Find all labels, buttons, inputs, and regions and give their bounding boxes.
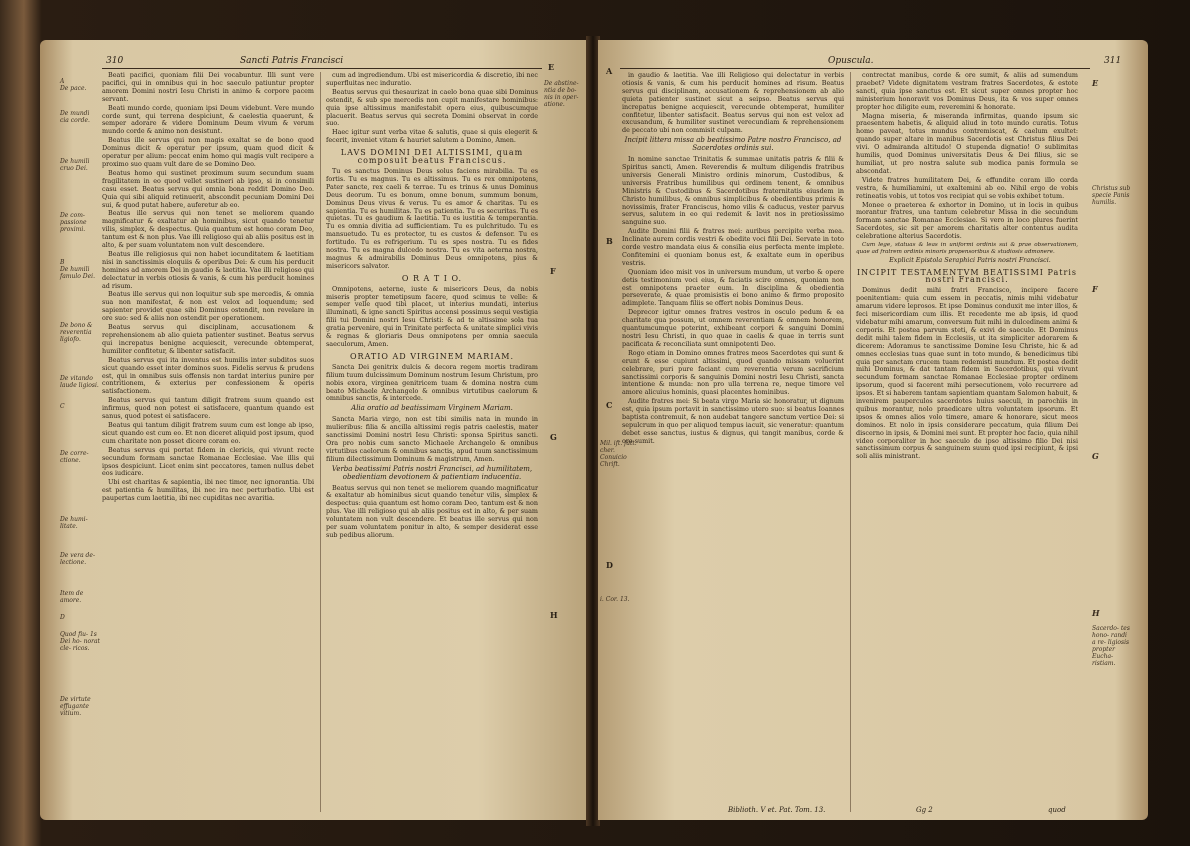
paragraph: Beatus servus qui portat fidem in clericis, qui vivunt recte secundum formam sanctae Romanae Ecclesiae. Vae illis qui ipsos despiciunt. Licet enim sint peccatores, tamen nullus debet eos iudicare. [102, 445, 314, 478]
left-page [40, 40, 588, 820]
margin-note: Quod fiu- 1s Dei ho- norat cle- ricos. [60, 631, 100, 652]
paragraph: in gaudio & laetitia. Vae illi Religioso qui delectatur in verbis otiosis & vanis, & cum his perducit homines ad risum. Beatus servus qui disciplinam, accusationem & reprehensionem ab alio quieta patienter sustinet sicut a seipso. Beatus servus qui increpatus benigne acquiescit, verecunde obtemperat, humiliter confitetur, libenter satisfacit. Beatus servus qui non est velox ad excusandum, & humiliter sustinet verecundiam & reprehensionem de peccato ubi non commisit culpam. [622, 71, 844, 135]
margin-note: C [60, 403, 65, 410]
paragraph: Beati pacifici, quoniam filii Dei vocabuntur. Illi sunt vere pacifici, qui in omnibus qui in hoc saeculo patiuntur propter amorem Domini nostri Iesu Christi in animo & corpore pacem servant. [102, 71, 314, 103]
left-column-2 [326, 72, 538, 541]
margin-note: D [60, 614, 65, 621]
margin-note: De humili cruo Dei. [60, 158, 90, 172]
margin-note: De vera de- lectione. [60, 552, 95, 566]
paragraph: Quoniam ideo misit vos in universum mundum, ut verbo & opere detis testimonium voci eius, & faciatis scire omnes, quoniam non est omnipotens praeter eum. In disciplina & obedientia perseverate, & quae promisistis ei bono animo & firmo proposito adimplete. Tanquam filiis se offert nobis Dominus Deus. [622, 267, 844, 308]
margin-note: De vitando laude ligiosi. [60, 375, 99, 389]
section-heading-verba: Verba beatissimi Patris nostri Francisci, ad humilitatem, obedientiam devotionem & patientiam inducentia. [331, 464, 533, 481]
margin-note: Sacerdo- tes hono- randi a re- ligiosis propter Eucha- ristiam. [1092, 625, 1130, 667]
paragraph: Tu es sanctus Dominus Deus solus faciens mirabilia. Tu es fortis. Tu es magnus. Tu es altissimus. Tu es rex omnipotens, Pater sancte, rex caeli & terrae. Tu es trinus & unus Dominus Deus deorum. Tu es bonum, omne bonum, summum bonum, Dominus Deus vivus & verus. Tu es amor & charitas. Tu es sapientia. Tu es humilitas. Tu es patientia. Tu es securitas. Tu es quietas. Tu es gaudium & laetitia. Tu es iustitia & temperantia. Tu es omnia divitia ad sufficientiam. Tu es pulchritudo. Tu es mansuetudo. Tu es protector, tu es custos & defensor. Tu es fortitudo. Tu es refrigerium. Tu es spes nostra. Tu es fides nostra. Tu es magna dulcedo nostra. Tu es vita aeterna nostra, magnus & admirabilis Dominus Deus omnipotens, pius & misericors salvator. [326, 166, 538, 270]
margin-note: De pace. [60, 85, 87, 92]
margin-note: B [60, 259, 65, 266]
section-letter: A [606, 66, 613, 76]
paragraph: Beatus homo qui sustinet proximum suum secundum suam fragilitatem in eo quod vellet sustineri ab ipso, si in consimili casu esset. Beatus servus qui omnia bona reddit Domino Deo. Quia qui sibi aliquid retinuerit, abscondit pecuniam Domini Dei sui, & quod putat habere, auferetur ab eo. [102, 168, 314, 209]
right-outer-margin [1092, 80, 1132, 667]
left-page-number: 310 [106, 56, 124, 66]
header-rule [620, 68, 1090, 69]
footnote: Cum lege, statuas & leas in uniformi ordinis sui & prae observationem, quae ad fratrem ordinis minoris propensoribus & studiosis admonere. [856, 242, 1078, 255]
left-column-1 [102, 72, 314, 504]
section-heading-testamentum: INCIPIT TESTAMENTVM BEATISSIMI Patris nostri Francisci. [857, 267, 1077, 285]
paragraph: Beatus ille servus qui non loquitur sub spe mercedis, & omnia sua non manifestat, & non est velox ad loquendum; sed sapienter providet quae sibi Dominus ostendit, non revelare in ore suo: sed & aliis non ostendit per operationem. [102, 290, 314, 323]
paragraph: Beatus servus qui tantum diligit fratrem suum quando est infirmus, quod non potest ei satisfacere, quantum quando est sanus, quod potest ei satisfacere. [102, 396, 314, 421]
right-page-number: 311 [1104, 56, 1122, 66]
margin-note: De virtute effugante vitium. [60, 696, 91, 717]
section-heading-oratio-virginem: ORATIO AD VIRGINEM MARIAM. [349, 351, 514, 361]
column-divider [850, 72, 851, 812]
paragraph: Ubi est charitas & sapientia, ibi nec timor, nec ignorantia. Ubi est patientia & humilitas, ibi nec ira nec perturbatio. Ubi est paupertas cum laetitia, ibi nec cupiditas nec avaritia. [102, 478, 314, 503]
explicit-line: Explicit Epistola Seraphici Patris nostri Francisci. [889, 255, 1051, 264]
right-column-2 [856, 72, 1078, 462]
left-running-head: Sancti Patris Francisci [240, 56, 344, 66]
section-letter: H [1092, 608, 1100, 618]
section-letter: E [1092, 78, 1099, 88]
footer-catchword: quod [1048, 806, 1066, 814]
paragraph: cum ad ingrediendum. Ubi est misericordia & discretio, ibi nec superfluitas nec induratio. [326, 71, 538, 87]
paragraph: Audite fratres mei: Si beata virgo Maria sic honoratur, ut dignum est, quia ipsum portavit in sanctissimo utero suo: si beatus Ioannes baptista contremuit, & non audebat tangere sanctum vertice Dei: si sepulcrum in quo per aliquod tempus iacuit, sic veneratur: quantum debet esse sanctus, iustus & dignus, qui tangit manibus, corde & ore sumit. [622, 397, 844, 445]
section-heading-alia: Alia oratio ad beatissimam Virginem Mariam. [351, 404, 513, 413]
paragraph: In nomine sanctae Trinitatis & summae unitatis patris & filii & Spiritus sancti, Amen. Reverendis & multum diligendis fratribus universis Generali Ministro ordinis minorum, Custodibus, & universis Fratribus humilibus qui ordinem tenent, & omnibus Ministris & Custodibus & Sacerdotibus fraternitatis eiusdem in Christo humilibus, & omnibus simplicibus & obedientibus primis & novissimis, frater Franciscus, homo vilis & caducus, vester parvus servus, salutem in eo qui redemit & lavit nos in pretiosissimo sanguine suo. [622, 155, 844, 227]
section-letter: D [606, 560, 613, 570]
inner-margin-note: Mil. ift. fatt. cher. Conuicio Chrift. [600, 440, 637, 468]
section-letter: G [550, 432, 557, 442]
section-letter: H [550, 610, 558, 620]
margin-note: De com- passione proximi. [60, 212, 87, 233]
paragraph: Magna miseria, & miseranda infirmitas, quando ipsum sic praesentem habetis, & aliquid aliud in toto mundo curatis. Totus homo paveat, totus mundus contremiscat, & caelum exultet: quando super altare in manibus Sacerdotis est Christus filius Dei vivi. O admiranda altitudo! O stupenda dignatio! O sublimitas humilis, quod Dominus universitatis Deus & Dei filius, sic se humiliat, ut pro nostra salute sub modica panis formula se abscondat. [856, 111, 1078, 175]
paragraph: Beatus qui tantum diligit fratrem suum cum est longe ab ipso, sicut quando est cum eo. Et non diceret aliquid post ipsum, quod cum charitate non posset dicere coram eo. [102, 420, 314, 445]
inner-margin-note: i. Cor. 13. [600, 596, 630, 603]
column-divider [320, 72, 321, 812]
paragraph: Audite Domini filii & fratres mei: auribus percipite verba mea. Inclinate aurem cordis vestri & obedite voci filii Dei. Servate in toto corde vestro mandata eius & consilia eius perfecta mente implete. Confitemini ei quoniam bonus est, & exaltate eum in operibus vestris. [622, 227, 844, 267]
paragraph: Beatus servus qui thesaurizat in caelo bona quae sibi Dominus ostendit, & sub spe mercedis non cupit manifestare hominibus: quia ipse altissimus manifestabit opera eius, quibuscumque placuerit. Beatus servus qui secreta Domini observat in corde suo. [326, 87, 538, 128]
section-heading-incipit: Incipit littera missa ab beatissimo Patre nostro Francisco, ad Sacerdotes ordinis sui. [624, 136, 842, 153]
margin-note: De humili famulo Dei. [60, 266, 95, 280]
paragraph: Beatus servus qui non tenet se meliorem quando magnificatur & exaltatur ab hominibus sicut quando tenetur vilis, simplex & despectus: quia quantum est homo coram Deo, tantum est & non plus. Vae illi religioso qui ab aliis positus est in alto, & per suam voluntatem non vult descendere. Et beatus ille servus qui non per suam voluntatem ponitur in alto, & semper desiderat esse sub pedibus aliorum. [326, 483, 538, 539]
paragraph: Deprecor igitur omnes fratres vestros in osculo pedum & ea charitate qua possum, ut omnem reverentiam & omnem honorem, quantumcumque poterint, exhibeant corpori & sanguini Domini nostri Iesu Christi, in quo quae in caelis & quae in terris sunt pacificata & reconciliata sunt omnipotenti Deo. [622, 308, 844, 348]
left-outer-margin [60, 76, 100, 717]
paragraph: Dominus dedit mihi fratri Francisco, incipere facere poenitentiam: quia cum essem in peccatis, nimis mihi videbatur amarum videre leprosos. Et ipse Dominus conduxit me inter illos, & feci misericordiam cum illis. Et recedente me ab ipsis, id quod videbatur mihi amarum, conversum fuit mihi in dulcedinem animi & corporis. Et postea parvum steti, & exivi de saeculo. Et Dominus dedit mihi talem fidem in Ecclesiis, ut ita simpliciter adorarem & dicerem: Adoramus te sanctissime Domine Iesu Christe, hic & ad omnes ecclesias tuas quae sunt in toto mundo, & benedicimus tibi quia per sanctam crucem tuam redemisti mundum. Et postea dedit mihi Dominus, & dat tantam fidem in Sacerdotibus, qui vivunt secundum formam sanctae Romanae Ecclesiae propter ordinem ipsorum, quod si facerent mihi persecutionem, volo recurrere ad ipsos. Et si haberem tantam sapientiam quantam Salomon habuit, & invenirem pauperculos sacerdotes huius saeculi, in parochiis in quibus morantur, nolo praedicare ultra voluntatem ipsorum. Et ipsos & omnes alios volo timere, amare & honorare, sicut meos dominos. Et nolo in ipsis considerare peccatum, quia filium Dei discerno in ipsis, & Domini mei sunt. Et propter hoc facio, quia nihil video corporaliter in hoc saeculo de ipso altissimo filio Dei nisi sanctissimum corpus & sanguinem suum quod ipsi recipiunt, & ipsi soli aliis ministrant. [856, 286, 1078, 461]
paragraph: Haec igitur sunt verba vitae & salutis, quae si quis elegerit & fecerit, inveniet vitam & hauriet salutem a Domino, Amen. [326, 128, 538, 145]
footer-gathering: Gg 2 [916, 806, 933, 814]
header-rule [102, 68, 542, 69]
paragraph: Monee o praeterea & exhortor in Domino, ut in locis in quibus morantur fratres, una tantum celebretur Missa in die secundum formam sanctae Romanae Ecclesiae. Si vero in loco plures fuerint Sacerdotes, sic sit per amorem charitatis alter contentus audita celebratione alterius Sacerdotis. [856, 200, 1078, 241]
paragraph: Rogo etiam in Domino omnes fratres meos Sacerdotes qui sunt & erunt & esse cupiunt altissimi, quod quando missam voluerint celebrare, puri pure faciant cum reverentia verum sacrificium sanctissimi corporis & sanguinis Domini nostri Iesu Christi, sancta intentione & munda: non pro ulla terrena re, neque timore vel amore alicuius hominis, quasi placentes hominibus. [622, 348, 844, 397]
paragraph: Sancta Dei genitrix dulcis & decora regem mortis tradiram filium tuum dulcissimum Dominum nostrum Iesum Christum, pro nobis exora, virginea genitricem tuam & domina nostra cum beato Michaele Archangelo & omnibus virtutibus caelorum & omnibus sanctis, & intercede. [326, 362, 538, 403]
margin-note: De bono & reverentia ligiofo. [60, 322, 93, 343]
right-page [598, 40, 1148, 820]
paragraph: Beati mundo corde, quoniam ipsi Deum videbunt. Vere mundo corde sunt, qui terrena despiciunt, & caelestia quaerunt, & semper adorare & videre Dominum Deum vivum & verum mundo corde & animo non desistunt. [102, 103, 314, 136]
right-running-head: Opuscula. [828, 56, 874, 66]
margin-note: A [60, 78, 65, 85]
section-letter: F [1092, 284, 1098, 294]
paragraph: Beatus ille servus qui non magis exaltat se de bono quod Dominus dicit & operatur per ipsum, quam quod dicit & operatur per alium: peccat enim homo qui magis vult recipere a proximo suo quam vult dare de se Domino Deo. [102, 136, 314, 168]
margin-note: De mundi cia corde. [60, 110, 90, 124]
section-letter: B [606, 236, 613, 246]
paragraph: Beatus servus qui disciplinam, accusationem & reprehensionem ab alio quieta patienter sustinet. Beatus servus qui increpatus benigne acquiescit, verecunde obtemperat, humiliter confitetur, & libenter satisfacit. [102, 323, 314, 355]
paragraph: Sancta Maria virgo, non est tibi similis nata in mundo in mulieribus: filia & ancilla altissimi regis patris caelestis, mater sanctissimi Domini nostri Iesu Christi: sponsa Spiritus sancti. Ora pro nobis cum sancto Michaele Archangelo & omnibus virtutibus caelorum & omnibus sanctis, apud tuum sanctissimum filium dilectissimum Dominum & magistrum, Amen. [326, 415, 538, 463]
section-letter: C [606, 400, 613, 410]
paragraph: Beatus ille servus qui non tenet se meliorem quando magnificatur & exaltatur ab hominibus, sicut quando tenetur vilis, simplex, & despectus. Quia quantum est homo coram Deo, tantum est & non plus. Vae illi religioso qui ab aliis positus est in alto, & per suam voluntatem non vult descendere. [102, 209, 314, 250]
right-column-1 [622, 72, 844, 447]
section-heading-laus: LAVS DOMINI DEI ALTISSIMI, quam composuit beatus Franciscus. [340, 148, 524, 166]
margin-note: De corre- ctione. [60, 450, 89, 464]
section-letter: G [1092, 451, 1099, 461]
margin-note: De humi- litate. [60, 516, 88, 530]
paragraph: Beatus ille religiosus qui non habet iocunditatem & laetitiam nisi in sanctissimis eloquiis & operibus Dei: & cum his perducit homines ad amorem Dei in gaudio & laetitia. Vae illi religioso qui delectatur in verbis otiosis & vanis, & cum his perducit homines ad risum. [102, 249, 314, 290]
margin-note: Christus sub specie Panis humilis. [1092, 185, 1131, 206]
margin-note: Item de amore. [60, 590, 84, 604]
section-letter: F [550, 266, 556, 276]
inner-margin-note: De abstine- ntia de bo- nis in oper- atione. [544, 80, 579, 108]
paragraph: Beatus servus qui ita inventus est humilis inter subditos suos sicut quando esset inter dominos suos. Fidelis servus & prudens est, qui in omnibus suis offensis non tardat interius punire per contritionem, & exterius per confessionem & operis satisfactionem. [102, 355, 314, 396]
section-heading-oratio: O R A T I O. [401, 273, 463, 283]
paragraph: Omnipotens, aeterne, iuste & misericors Deus, da nobis miseris propter temetipsum facere, quod scimus te velle: & semper velle quod tibi placet, ut interius mundati, interius illuminati, & igne sancti Spiritus accensi possimus sequi vestigia filii tui Domini nostri Iesu Christi: & ad te altissime sola tua gratia pervenire, qui in Trinitate perfecta & unitate simplici vivis & regnas & gloriaris Deus omnipotens per omnia saecula saeculorum, Amen. [326, 284, 538, 348]
section-letter: E [548, 62, 555, 72]
footer-signature: Biblioth. V et. Pat. Tom. 13. [728, 806, 826, 814]
paragraph: Videte fratres humilitatem Dei, & effundite coram illo corda vestra, & humiliamini, ut exaltemini ab eo. Nihil ergo de vobis retineatis vobis, ut totos vos recipiat qui se vobis exhibet totum. [856, 175, 1078, 200]
paragraph: contrectat manibus, corde & ore sumit, & aliis ad sumendum praebet? Videte dignitatem vestram fratres Sacerdotes, & estote sancti, quia ipse sanctus est. Et sicut super omnes propter hoc ministerium honoravit vos Dominus Deus, ita & vos super omnes propter hoc diligite eum, reveremini & honorate. [856, 71, 1078, 111]
